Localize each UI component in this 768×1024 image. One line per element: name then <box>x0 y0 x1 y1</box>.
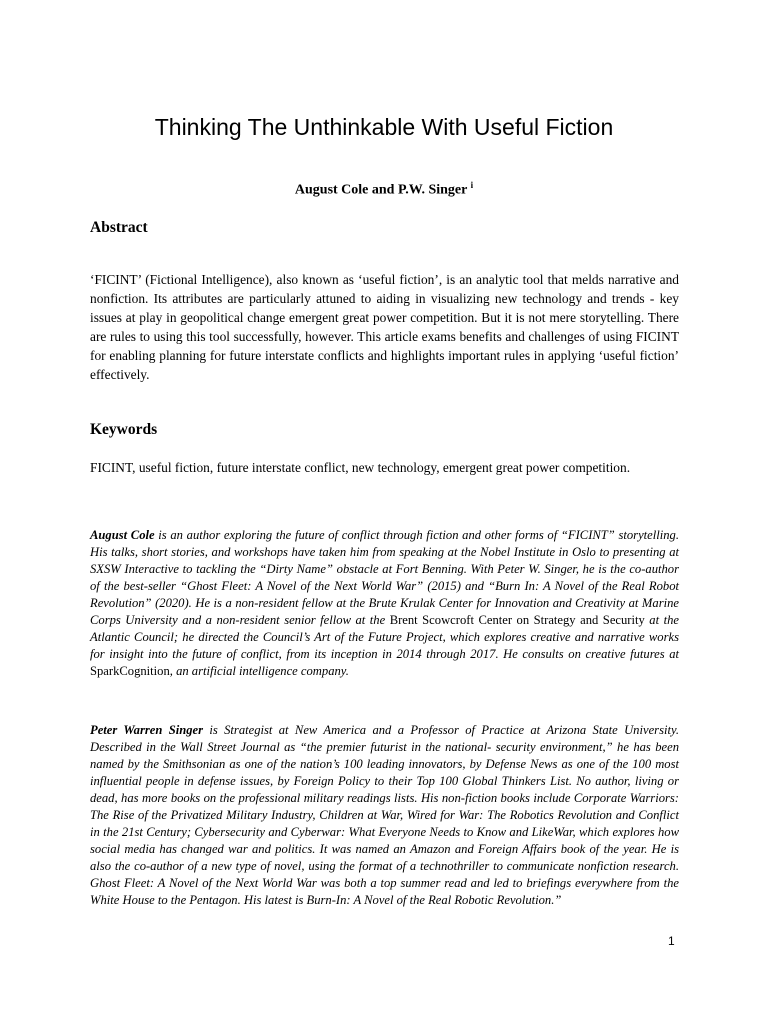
abstract-heading: Abstract <box>90 219 148 236</box>
endnote-marker[interactable]: i <box>470 180 474 190</box>
bio-august-cole <box>90 527 679 680</box>
document-title: Thinking The Unthinkable With Useful Fiction <box>154 114 614 140</box>
bio-company-name: SparkCognition <box>90 664 170 678</box>
bio-name: August Cole <box>90 528 155 542</box>
bio-org-name: Brent Scowcroft Center on Strategy and Security <box>389 613 645 627</box>
bio-text: is an author exploring the future of conflict through fiction and other forms of “FICINT” storytelling. His talks, short stories, and workshops have taken him from speaking at the Nobel Institute in Oslo to presenting at SXSW Interactive to tackling the “Dirty Name” obstacle at Fort Benning. With Peter W. Singer, he is the co-author of the best-seller “Ghost Fleet: A Novel of the Next World War” (2015) and “Burn In: A Novel of the Real Robot Revolution” (2020). He is a non-resident fellow at the Brute Krulak Center for Innovation and Creativity at Marine Corps University and a non-resident senior fellow at the <box>90 528 679 627</box>
bio-text: , an artificial intelligence company. <box>169 664 349 678</box>
page-number: 1 <box>668 934 675 948</box>
keywords-text: FICINT, useful fiction, future interstate conflict, new technology, emergent great power competition. <box>90 460 631 475</box>
author-names: August Cole and P.W. Singer <box>294 182 468 198</box>
bio-text: at the Atlantic Council; he directed the Council’s Art of the Future Project, which explores creative and narrative works for insight into the future of conflict, from its inception in 2014 through 2017. He consults on creative futures at <box>90 613 679 661</box>
bio-text: is Strategist at New America and a Professor of Practice at Arizona State University. Described in the Wall Street Journal as “the premier futurist in the national- security environment,” he has been named by the Smithsonian as one of the nation’s 100 leading innovators, by Defense News as one of the 100 most influential people in defense issues, by Foreign Policy to their Top 100 Global Thinkers List. No author, living or dead, has more books on the professional military readings lists. His non-fiction books include Corporate Warriors: The Rise of the Privatized Military Industry, Children at War, Wired for War: The Robotics Revolution and Conflict in the 21st Century; Cybersecurity and Cyberwar: What Everyone Needs to Know and LikeWar, which explores how social media has changed war and politics. It was named an Amazon and Foreign Affairs book of the year. He is also the co-author of a new type of novel, using the format of a technothriller to communicate nonfiction research. Ghost Fleet: A Novel of the Next World War was both a top summer read and led to briefings everywhere from the White House to the Pentagon. His latest is Burn-In: A Novel of the Real Robotic Revolution.” <box>90 723 680 907</box>
bio-name: Peter Warren Singer <box>90 723 204 737</box>
keywords-heading: Keywords <box>90 421 158 438</box>
author-line <box>0 180 768 199</box>
bio-peter-singer <box>90 722 679 909</box>
abstract-text: ‘FICINT’ (Fictional Intelligence), also known as ‘useful fiction’, is an analytic tool that melds narrative and nonfiction. Its attributes are particularly attuned to aiding in visualizing new technology and trends - key issues at play in geopolitical change emergent great power competition. But it is not mere storytelling. There are rules to using this tool successfully, however. This article exams benefits and challenges of using FICINT for enabling planning for future interstate conflicts and highlights important rules in applying ‘useful fiction’ effectively. <box>90 272 679 382</box>
